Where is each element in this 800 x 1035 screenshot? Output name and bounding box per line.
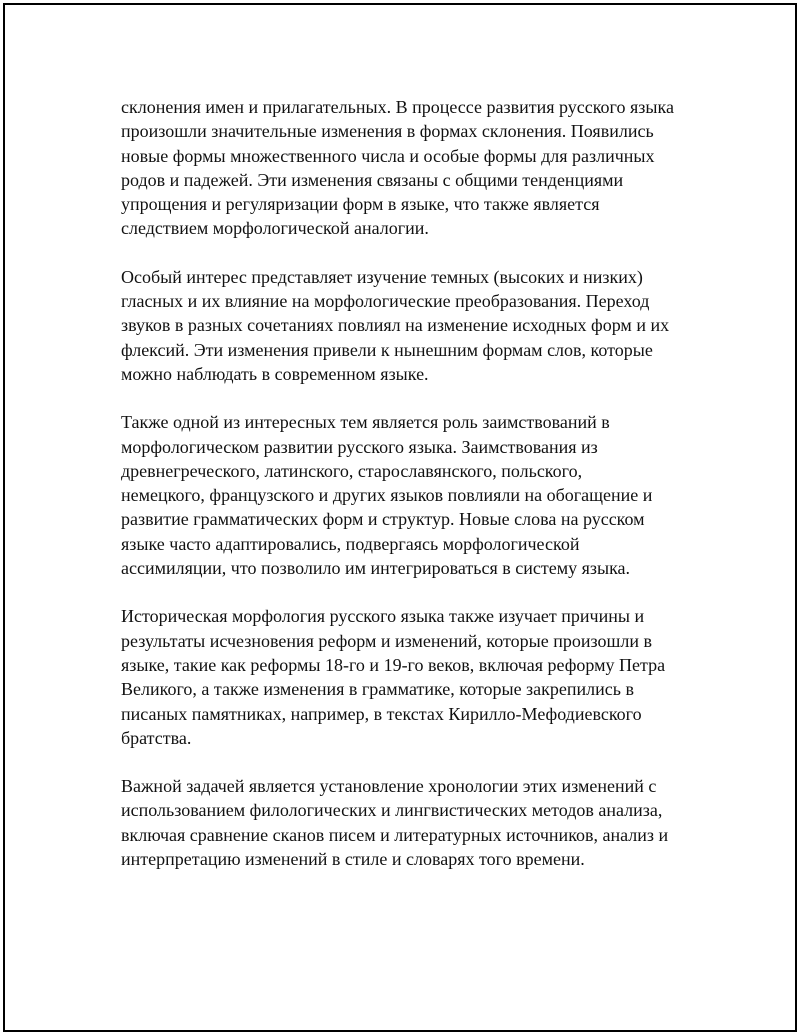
- text-line: произошли значительные изменения в формах склонения. Появились: [121, 121, 654, 142]
- paragraph-2: [121, 265, 711, 386]
- text-line: включая сравнение сканов писем и литературных источников, анализ и: [121, 824, 669, 845]
- text-line: можно наблюдать в современном языке.: [121, 363, 429, 384]
- text-line: развитие грамматических форм и структур. Новые слова на русском: [121, 509, 645, 530]
- text-line: склонения имен и прилагательных. В процессе развития русского языка: [121, 97, 674, 117]
- paragraph-3: [121, 410, 711, 580]
- text-line: новые формы множественного числа и особые формы для различных: [121, 145, 655, 166]
- page-frame: [3, 3, 797, 1032]
- text-line: следствием морфологической аналогии.: [121, 218, 429, 239]
- document-body: [121, 95, 711, 895]
- text-line: Великого, а также изменения в грамматике, которые закрепились в: [121, 679, 634, 700]
- text-line: родов и падежей. Эти изменения связаны с общими тенденциями: [121, 169, 624, 190]
- text-line: использованием филологических и лингвистических методов анализа,: [121, 800, 663, 821]
- paragraph-4: [121, 604, 711, 750]
- text-line: языке, такие как реформы 18-го и 19-го веков, включая реформу Петра: [121, 654, 666, 675]
- text-line: немецкого, французского и других языков повлияли на обогащение и: [121, 485, 653, 506]
- text-line: Историческая морфология русского языка также изучает причины и: [121, 606, 645, 627]
- text-line: Особый интерес представляет изучение темных (высоких и низких): [121, 266, 643, 287]
- text-line: Также одной из интересных тем является роль заимствований в: [121, 412, 610, 433]
- text-line: языке часто адаптировались, подвергаясь морфологической: [121, 533, 580, 554]
- text-line: звуков в разных сочетаниях повлиял на изменение исходных форм и их: [121, 315, 670, 336]
- text-line: Важной задачей является установление хронологии этих изменений с: [121, 776, 657, 797]
- text-line: братства.: [121, 727, 192, 748]
- text-line: интерпретацию изменений в стиле и словарях того времени.: [121, 849, 585, 870]
- text-line: гласных и их влияние на морфологические преобразования. Переход: [121, 291, 650, 312]
- text-line: ассимиляции, что позволило им интегрироваться в систему языка.: [121, 558, 631, 579]
- text-line: флексий. Эти изменения привели к нынешним формам слов, которые: [121, 339, 653, 360]
- paragraph-5: [121, 774, 711, 871]
- paragraph-1: [121, 95, 711, 241]
- text-line: морфологическом развитии русского языка. Заимствования из: [121, 436, 598, 457]
- text-line: результаты исчезновения реформ и изменений, которые произошли в: [121, 630, 652, 651]
- text-line: древнегреческого, латинского, старославянского, польского,: [121, 460, 583, 481]
- text-line: упрощения и регуляризации форм в языке, что также является: [121, 194, 600, 215]
- text-line: писаных памятниках, например, в текстах Кирилло-Мефодиевского: [121, 703, 642, 724]
